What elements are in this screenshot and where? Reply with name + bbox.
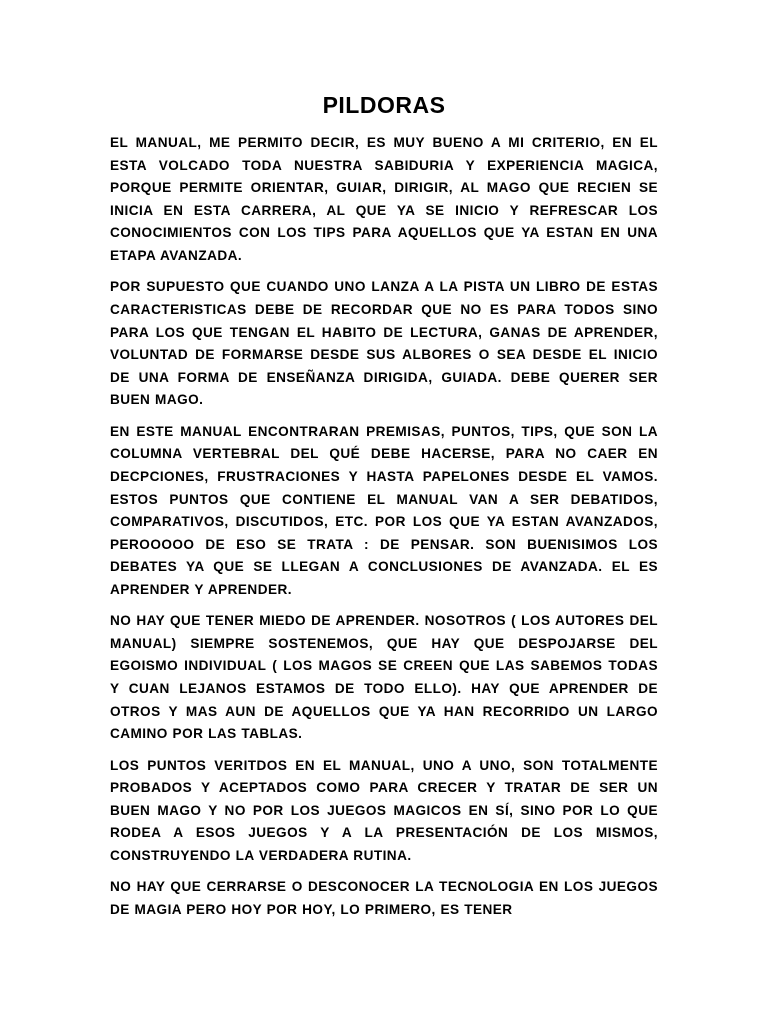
paragraph-4: NO HAY QUE TENER MIEDO DE APRENDER. NOSOTROS ( LOS AUTORES DEL MANUAL) SIEMPRE SOSTENEMOS, QUE HAY QUE DESPOJARSE DEL EGOISMO INDIVIDUAL ( LOS MAGOS SE CREEN QUE LAS SABEMOS TODAS Y CUAN LEJANOS ESTAMOS DE TODO ELLO). HAY QUE APRENDER DE OTROS Y MAS AUN DE AQUELLOS QUE YA HAN RECORRIDO UN LARGO CAMINO POR LAS TABLAS. bbox=[110, 613, 658, 742]
paragraph-5: LOS PUNTOS VERITDOS EN EL MANUAL, UNO A UNO, SON TOTALMENTE PROBADOS Y ACEPTADOS COMO PARA CRECER Y TRATAR DE SER UN BUEN MAGO Y NO POR LOS JUEGOS MAGICOS EN SÍ, SINO POR LO QUE RODEA A ESOS JUEGOS Y A LA PRESENTACIÓN DE LOS MISMOS, CONSTRUYENDO LA VERDADERA RUTINA. bbox=[110, 757, 658, 863]
paragraph-1: EL MANUAL, ME PERMITO DECIR, ES MUY BUENO A MI CRITERIO, EN EL ESTA VOLCADO TODA NUESTRA SABIDURIA Y EXPERIENCIA MAGICA, PORQUE PERMITE ORIENTAR, GUIAR, DIRIGIR, AL MAGO QUE RECIEN SE INICIA EN ESTA CARRERA, AL QUE YA SE INICIO Y REFRESCAR LOS CONOCIMIENTOS CON LOS TIPS PARA AQUELLOS QUE YA ESTAN EN UNA ETAPA AVANZADA. bbox=[110, 135, 658, 263]
paragraph-3: EN ESTE MANUAL ENCONTRARAN PREMISAS, PUNTOS, TIPS, QUE SON LA COLUMNA VERTEBRAL DEL QUÉ DEBE HACERSE, PARA NO CAER EN DECPCIONES, FRUSTRACIONES Y HASTA PAPELONES DESDE EL VAMOS. ESTOS PUNTOS QUE CONTIENE EL MANUAL VAN A SER DEBATIDOS, COMPARATIVOS, DISCUTIDOS, ETC. POR LOS QUE YA ESTAN AVANZADOS, PEROOOOO DE ESO SE TRATA : DE PENSAR. SON BUENISIMOS LOS DEBATES YA QUE SE LLEGAN A CONCLUSIONES DE AVANZADA. EL ES APRENDER Y APRENDER. bbox=[110, 423, 658, 597]
paragraph-6: NO HAY QUE CERRARSE O DESCONOCER LA TECNOLOGIA EN LOS JUEGOS DE MAGIA PERO HOY POR HOY, LO PRIMERO, ES TENER bbox=[110, 879, 658, 917]
paragraph-2: POR SUPUESTO QUE CUANDO UNO LANZA A LA PISTA UN LIBRO DE ESTAS CARACTERISTICAS DEBE DE RECORDAR QUE NO ES PARA TODOS SINO PARA LOS QUE TENGAN EL HABITO DE LECTURA, GANAS DE APRENDER, VOLUNTAD DE FORMARSE DESDE SUS ALBORES O SEA DESDE EL INICIO DE UNA FORMA DE ENSEÑANZA DIRIGIDA, GUIADA. DEBE QUERER SER BUEN MAGO. bbox=[110, 279, 658, 408]
document-title: PILDORAS bbox=[322, 92, 446, 118]
